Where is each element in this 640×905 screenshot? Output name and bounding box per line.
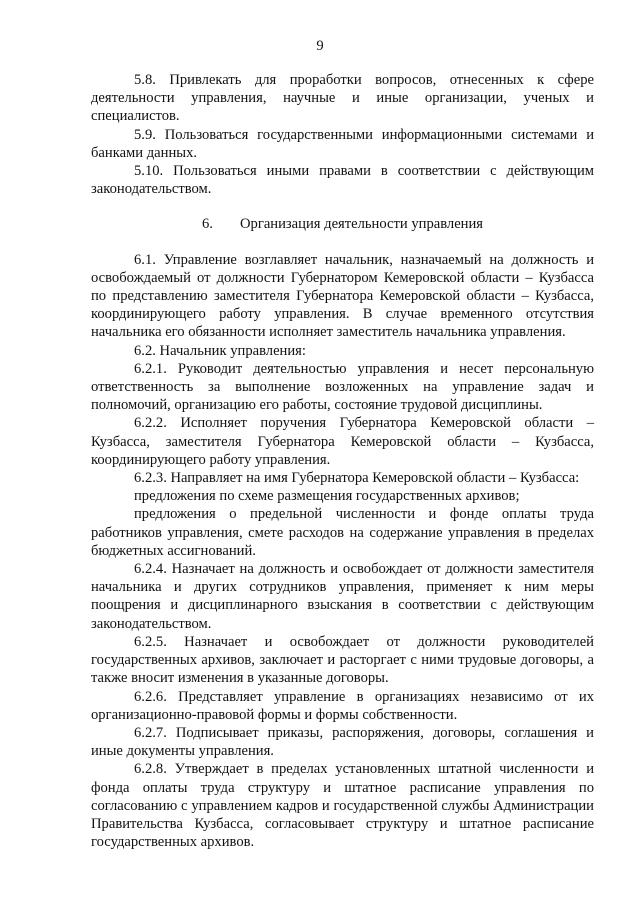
paragraph-6-2-5: 6.2.5. Назначает и освобождает от должности руководителей государственных архивов, заключает и расторгает с ними трудовые договоры, а также вносит изменения в указанные договоры. [91, 633, 594, 687]
paragraph-6-2-2: 6.2.2. Исполняет поручения Губернатора Кемеровской области – Кузбасса, заместителя Губернатора Кемеровской области – Кузбасса, координирующего работу управления. [91, 415, 594, 468]
paragraph-6-2-7: 6.2.7. Подписывает приказы, распоряжения, договоры, соглашения и иные документы управления. [91, 724, 594, 760]
paragraph-6-2-6: 6.2.6. Представляет управление в организациях независимо от их организационно-правовой формы и формы собственности. [91, 688, 594, 723]
page-number: 9 [316, 38, 324, 54]
paragraph-5-10: 5.10. Пользоваться иными правами в соответствии с действующим законодательством. [91, 163, 594, 198]
paragraph-6-2-3: 6.2.3. Направляет на имя Губернатора Кемеровской области – Кузбасса: [134, 470, 580, 487]
paragraph-6-2-4: 6.2.4. Назначает на должность и освобождает от должности заместителя начальника и других сотрудников управления, применяет к ним меры поощрения и дисциплинарного взыскания в соответствии с действующим законодательством. [91, 561, 594, 632]
paragraph-5-8: 5.8. Привлекать для проработки вопросов, отнесенных к сфере деятельности управления, научные и иные организации, ученых и специалистов. [91, 72, 594, 125]
paragraph-6-2-3-item-1: предложения по схеме размещения государственных архивов; [134, 488, 520, 505]
paragraph-6-1: 6.1. Управление возглавляет начальник, назначаемый на должность и освобождаемый от должности Губернатором Кемеровской области – Кузбасса по представлению заместителя Губернатора Кемеровской области – Кузбасса, координирующего работу управления. В случае временного отсутствия начальника его обязанности исполняет заместитель начальника управления. [91, 251, 594, 341]
paragraph-6-2-3-item-2: предложения о предельной численности и фонде оплаты труда работников управления, смете расходов на содержание управления в пределах бюджетных ассигнований. [91, 506, 594, 559]
section-heading [91, 215, 594, 233]
paragraph-5-9: 5.9. Пользоваться государственными информационными системами и банками данных. [91, 126, 594, 161]
section-title: Организация деятельности управления [240, 216, 484, 233]
section-number: 6. [202, 216, 213, 233]
paragraph-6-2: 6.2. Начальник управления: [134, 342, 306, 359]
paragraph-6-2-1: 6.2.1. Руководит деятельностью управления и несет персональную ответственность за выполнение возложенных на управление задач и полномочий, организацию его работы, состояние трудовой дисциплины. [91, 360, 594, 414]
document-body [91, 71, 594, 851]
paragraph-6-2-8: 6.2.8. Утверждает в пределах установленных штатной численности и фонда оплаты труда структуру и штатное расписание управления по согласованию с управлением кадров и государственной службы Администрации Правительства Кузбасса, согласовывает структуру и штатное расписание государственных архивов. [91, 761, 594, 851]
